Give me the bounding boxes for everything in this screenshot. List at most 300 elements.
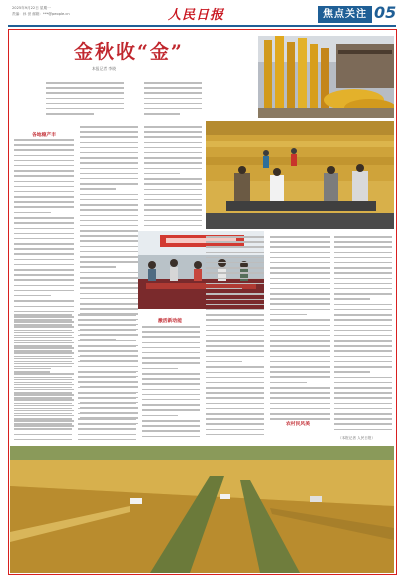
text-line	[78, 397, 136, 399]
text-line	[144, 199, 202, 201]
text-line	[206, 356, 264, 358]
text-line	[270, 403, 330, 405]
intro-text	[46, 82, 124, 118]
text-line	[334, 387, 392, 389]
text-line	[334, 335, 392, 337]
text-line	[78, 387, 136, 389]
text-line	[14, 206, 74, 208]
text-line	[14, 300, 74, 302]
text-line	[270, 278, 330, 280]
text-line	[270, 293, 330, 295]
text-line	[334, 272, 392, 274]
text-line	[142, 425, 200, 427]
text-line	[14, 149, 74, 151]
text-line	[14, 191, 74, 193]
page-masthead	[0, 0, 403, 26]
newspaper-logo: 人民日报	[168, 8, 225, 23]
text-line	[78, 366, 136, 368]
text-line	[80, 204, 138, 206]
text-line	[334, 423, 392, 425]
text-line	[144, 131, 202, 133]
text-line	[78, 335, 136, 337]
subhead-1: 各地稳产丰	[32, 133, 56, 138]
text-line	[334, 278, 392, 280]
text-line	[334, 345, 392, 347]
text-line	[14, 382, 72, 384]
text-line	[144, 189, 202, 191]
text-line	[14, 264, 74, 266]
text-line	[270, 376, 330, 378]
article-headline: 金秋收“金”	[74, 41, 184, 63]
text-line	[144, 215, 202, 217]
text-line	[80, 157, 138, 159]
text-line	[270, 366, 330, 368]
text-line	[78, 376, 136, 378]
text-line	[144, 209, 202, 211]
text-line	[270, 303, 330, 305]
text-line	[144, 168, 202, 170]
masthead-rule	[8, 25, 396, 27]
text-line	[14, 311, 74, 313]
text-line	[144, 178, 202, 180]
text-line	[206, 330, 264, 332]
text-column-3	[144, 126, 202, 230]
text-line	[80, 220, 138, 222]
subhead-3: 农村民风美	[286, 422, 310, 427]
text-line	[142, 378, 200, 380]
text-line	[334, 257, 392, 259]
text-line	[270, 397, 330, 399]
text-line	[14, 217, 74, 219]
text-line	[270, 325, 330, 327]
text-line	[14, 418, 72, 420]
text-line	[80, 235, 138, 237]
text-line	[14, 392, 72, 394]
text-line	[270, 392, 330, 394]
text-line	[270, 309, 330, 311]
text-line	[14, 423, 72, 425]
text-line	[144, 173, 180, 175]
text-line	[80, 199, 138, 201]
text-column-5	[78, 314, 136, 444]
text-line	[206, 377, 264, 379]
text-line	[14, 222, 74, 224]
text-line	[142, 326, 200, 328]
text-line	[78, 381, 114, 383]
text-line	[334, 403, 392, 405]
text-line	[206, 262, 264, 264]
text-line	[270, 356, 330, 358]
text-line	[142, 362, 200, 364]
text-line	[14, 285, 74, 287]
text-line	[14, 233, 74, 235]
text-line	[142, 430, 200, 432]
text-line	[206, 267, 264, 269]
text-line	[80, 230, 138, 232]
text-line	[144, 82, 202, 84]
text-line	[206, 413, 264, 415]
text-line	[14, 279, 74, 281]
text-line	[14, 186, 74, 188]
text-line	[334, 382, 392, 384]
text-line	[270, 257, 330, 259]
text-line	[80, 282, 138, 284]
section-badge: 焦点关注	[318, 6, 372, 23]
text-line	[14, 160, 74, 162]
text-line	[144, 194, 202, 196]
text-line	[206, 293, 264, 295]
text-line	[80, 240, 138, 242]
text-line	[142, 436, 200, 438]
text-line	[80, 293, 138, 295]
text-line	[14, 306, 74, 308]
text-line	[144, 113, 180, 115]
text-line	[78, 423, 136, 425]
text-line	[144, 136, 202, 138]
text-column-6	[142, 326, 200, 441]
text-line	[78, 356, 136, 358]
text-line	[334, 298, 370, 300]
text-line	[206, 252, 264, 254]
text-line	[142, 399, 200, 401]
text-line	[80, 277, 138, 279]
text-line	[14, 248, 74, 250]
text-line	[80, 136, 138, 138]
text-line	[78, 314, 136, 316]
text-line	[270, 298, 330, 300]
field-celebration-photo	[206, 121, 394, 229]
text-line	[206, 309, 264, 311]
text-line	[80, 225, 138, 227]
text-line	[78, 371, 136, 373]
text-line	[334, 293, 392, 295]
text-line	[78, 330, 136, 332]
text-line	[144, 92, 202, 94]
text-line	[14, 439, 72, 441]
text-line	[14, 319, 72, 321]
corn-drying-photo	[258, 36, 394, 118]
text-line	[206, 246, 264, 248]
text-line	[206, 387, 264, 389]
text-line	[14, 356, 72, 358]
text-line	[270, 236, 330, 238]
text-line	[334, 288, 392, 290]
text-line	[14, 397, 72, 399]
text-line	[46, 92, 124, 94]
text-line	[206, 408, 264, 410]
text-line	[142, 383, 200, 385]
text-line	[14, 330, 72, 332]
text-line	[142, 347, 200, 349]
text-line	[206, 241, 264, 243]
text-line	[206, 236, 264, 238]
text-line	[270, 330, 330, 332]
text-line	[334, 330, 392, 332]
text-line	[80, 183, 138, 185]
text-line	[78, 403, 136, 405]
text-line	[270, 283, 330, 285]
text-line	[78, 439, 136, 441]
text-line	[144, 204, 202, 206]
text-line	[142, 404, 200, 406]
text-line	[206, 392, 264, 394]
text-line	[80, 188, 116, 190]
text-line	[270, 413, 330, 415]
publication-date: 2025年9月22日 星期一	[12, 6, 51, 10]
text-line	[80, 261, 138, 263]
text-line	[144, 98, 202, 100]
text-line	[334, 340, 392, 342]
text-line	[206, 335, 264, 337]
text-line	[270, 319, 330, 321]
text-line	[206, 372, 264, 374]
text-line	[144, 147, 202, 149]
text-line	[80, 256, 138, 258]
text-line	[270, 267, 330, 269]
text-line	[46, 82, 124, 84]
text-line	[80, 303, 138, 305]
text-line	[78, 434, 136, 436]
text-line	[142, 373, 200, 375]
text-line	[78, 345, 136, 347]
text-line	[78, 428, 136, 430]
text-line	[206, 299, 264, 301]
text-line	[14, 201, 74, 203]
text-line	[144, 162, 202, 164]
text-line	[206, 418, 264, 420]
text-line	[142, 409, 200, 411]
text-line	[270, 262, 330, 264]
text-line	[334, 361, 392, 363]
text-line	[334, 325, 392, 327]
text-line	[206, 278, 264, 280]
text-line	[80, 246, 138, 248]
text-line	[270, 335, 330, 337]
text-line	[206, 340, 264, 342]
text-line	[270, 418, 330, 420]
text-line	[334, 377, 392, 379]
text-line	[80, 194, 138, 196]
text-line	[144, 87, 202, 89]
text-line	[206, 403, 264, 405]
intro-text-cont	[144, 82, 202, 118]
text-line	[14, 155, 74, 157]
text-line	[14, 413, 72, 415]
text-line	[14, 350, 72, 352]
text-line	[270, 387, 330, 389]
text-line	[144, 152, 202, 154]
text-line	[270, 288, 330, 290]
text-line	[206, 325, 264, 327]
text-line	[78, 418, 136, 420]
text-line	[270, 314, 307, 316]
text-line	[14, 165, 74, 167]
text-line	[14, 139, 74, 141]
text-line	[80, 131, 138, 133]
text-line	[334, 236, 392, 238]
text-line	[270, 241, 330, 243]
text-line	[14, 243, 74, 245]
text-line	[14, 269, 74, 271]
text-line	[142, 415, 178, 417]
text-line	[14, 314, 72, 316]
text-line	[80, 209, 138, 211]
text-line	[14, 371, 50, 373]
text-line	[80, 178, 138, 180]
text-line	[80, 266, 116, 268]
text-line	[334, 413, 392, 415]
text-line	[142, 394, 200, 396]
text-line	[80, 152, 138, 154]
text-line	[206, 397, 264, 399]
text-line	[206, 272, 264, 274]
text-line	[14, 361, 72, 363]
text-line	[144, 220, 202, 222]
text-line	[80, 147, 138, 149]
text-line	[206, 304, 264, 306]
text-line	[334, 267, 392, 269]
text-line	[142, 368, 178, 370]
text-line	[78, 350, 136, 352]
text-column-4	[14, 314, 72, 444]
text-line	[80, 168, 138, 170]
text-line	[80, 173, 138, 175]
text-line	[14, 387, 72, 389]
text-line	[334, 246, 392, 248]
text-line	[334, 429, 392, 431]
text-line	[270, 350, 330, 352]
text-line	[142, 336, 200, 338]
text-line	[78, 413, 136, 415]
text-line	[14, 144, 74, 146]
text-line	[270, 361, 330, 363]
text-line	[334, 252, 392, 254]
text-line	[206, 283, 264, 285]
article-end-note: （本报记者 人民日报）	[338, 436, 376, 440]
text-line	[270, 408, 330, 410]
text-line	[14, 175, 74, 177]
text-line	[142, 420, 200, 422]
text-line	[142, 331, 200, 333]
text-line	[78, 392, 136, 394]
text-line	[46, 108, 124, 110]
text-line	[334, 397, 392, 399]
text-line	[142, 389, 200, 391]
text-line	[78, 324, 136, 326]
text-line	[14, 196, 74, 198]
text-line	[206, 345, 264, 347]
text-line	[334, 371, 370, 373]
text-line	[206, 257, 264, 259]
text-line	[14, 408, 72, 410]
text-line	[80, 251, 138, 253]
text-line	[334, 408, 392, 410]
text-line	[46, 113, 94, 115]
text-line	[80, 287, 138, 289]
text-column-9	[334, 236, 392, 434]
text-line	[14, 212, 51, 214]
subhead-2: 激活新动能	[158, 319, 182, 324]
text-line	[80, 272, 138, 274]
text-line	[78, 361, 136, 363]
text-line	[142, 352, 200, 354]
text-line	[206, 314, 264, 316]
text-line	[334, 304, 392, 306]
text-line	[206, 319, 264, 321]
text-line	[334, 350, 392, 352]
text-line	[206, 350, 264, 352]
text-line	[14, 428, 72, 430]
text-line	[14, 403, 72, 405]
text-line	[14, 290, 74, 292]
text-line	[144, 103, 202, 105]
text-line	[14, 228, 74, 230]
text-line	[334, 392, 392, 394]
text-line	[78, 319, 136, 321]
text-line	[80, 142, 138, 144]
text-column-8	[270, 236, 330, 423]
text-line	[78, 340, 136, 342]
text-line	[270, 252, 330, 254]
text-line	[14, 345, 72, 347]
article-byline: 本报记者 李晓	[92, 66, 116, 71]
text-line	[334, 309, 392, 311]
edition-info: 责编：孙 世 邮箱：***@people.cn	[12, 12, 70, 16]
text-line	[334, 283, 392, 285]
text-line	[14, 170, 74, 172]
text-line	[334, 319, 392, 321]
text-line	[14, 238, 74, 240]
text-line	[206, 429, 264, 431]
text-line	[334, 241, 392, 243]
text-line	[14, 253, 74, 255]
text-column-7	[206, 236, 264, 439]
text-line	[14, 295, 51, 297]
text-line	[206, 423, 264, 425]
text-line	[14, 181, 74, 183]
text-line	[78, 408, 136, 410]
text-line	[144, 126, 202, 128]
page-number: 05	[374, 3, 397, 22]
text-line	[14, 377, 72, 379]
text-line	[46, 98, 124, 100]
text-line	[142, 342, 200, 344]
text-line	[144, 225, 202, 227]
text-line	[334, 418, 392, 420]
text-line	[14, 259, 74, 261]
text-line	[270, 345, 330, 347]
text-line	[206, 366, 264, 368]
harvest-field-photo	[10, 446, 394, 573]
text-line	[144, 142, 202, 144]
text-line	[270, 246, 330, 248]
text-line	[80, 298, 138, 300]
text-line	[206, 434, 264, 436]
text-line	[142, 357, 200, 359]
text-line	[270, 272, 330, 274]
text-line	[14, 434, 72, 436]
text-line	[14, 324, 72, 326]
text-line	[46, 103, 124, 105]
text-line	[144, 157, 202, 159]
text-line	[334, 262, 392, 264]
text-line	[144, 183, 202, 185]
text-line	[80, 162, 138, 164]
text-line	[80, 215, 138, 217]
text-line	[334, 314, 392, 316]
text-line	[80, 126, 138, 128]
text-line	[270, 340, 330, 342]
